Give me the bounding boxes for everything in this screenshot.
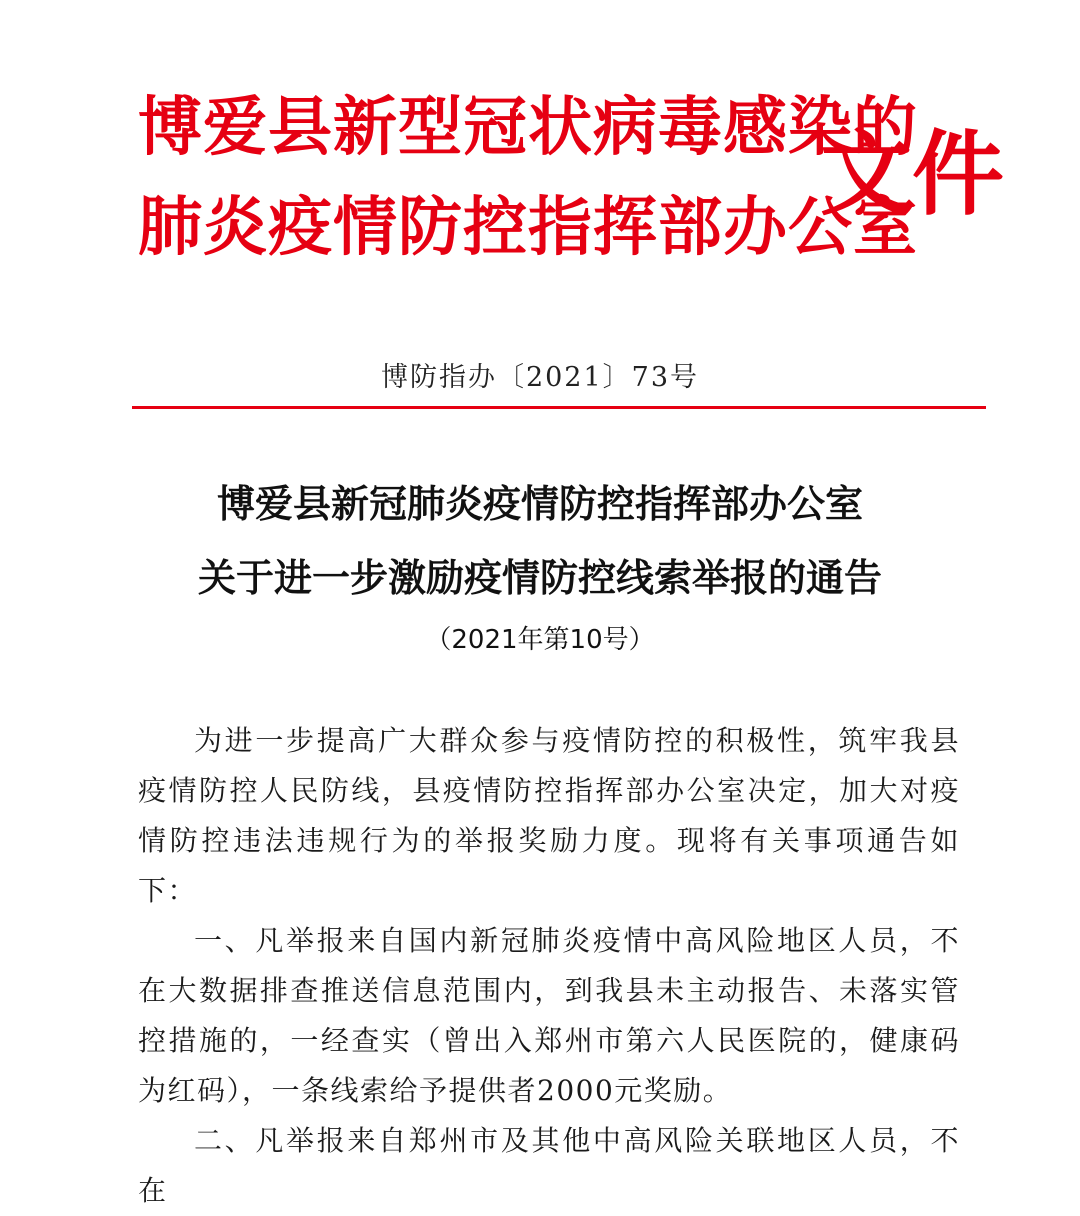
notice-title-line-1: 博爱县新冠肺炎疫情防控指挥部办公室 (216, 481, 863, 526)
document-number: 博防指办〔2021〕73号 (380, 362, 700, 393)
notice-number: （2021年第10号） (425, 625, 655, 655)
body-paragraph-intro: 为进一步提高广大群众参与疫情防控的积极性，筑牢我县疫情防控人民防线，县疫情防控指挥部办公室决定，加大对疫情防控违法违规行为的举报奖励力度。现将有关事项通告如下： (138, 724, 960, 907)
header-divider (132, 406, 986, 409)
issuer-name-line-1: 博爱县新型冠状病毒感染的 (138, 91, 918, 165)
document-header (138, 82, 1005, 282)
body-paragraph-item-2: 二、凡举报来自郑州市及其他中高风险关联地区人员，不在 (138, 1124, 960, 1207)
document-type-label: 文件 (820, 121, 1005, 228)
body-paragraph-item-1: 一、凡举报来自国内新冠肺炎疫情中高风险地区人员，不在大数据排查推送信息范围内，到我县未主动报告、未落实管控措施的，一经查实（曾出入郑州市第六人民医院的，健康码为红码），一条线索给予提供者2000元奖励。 (138, 924, 960, 1107)
notice-body (138, 716, 960, 1216)
issuer-name-line-2: 肺炎疫情防控指挥部办公室 (138, 191, 918, 265)
notice-title-line-2: 关于进一步激励疫情防控线索举报的通告 (197, 555, 882, 600)
